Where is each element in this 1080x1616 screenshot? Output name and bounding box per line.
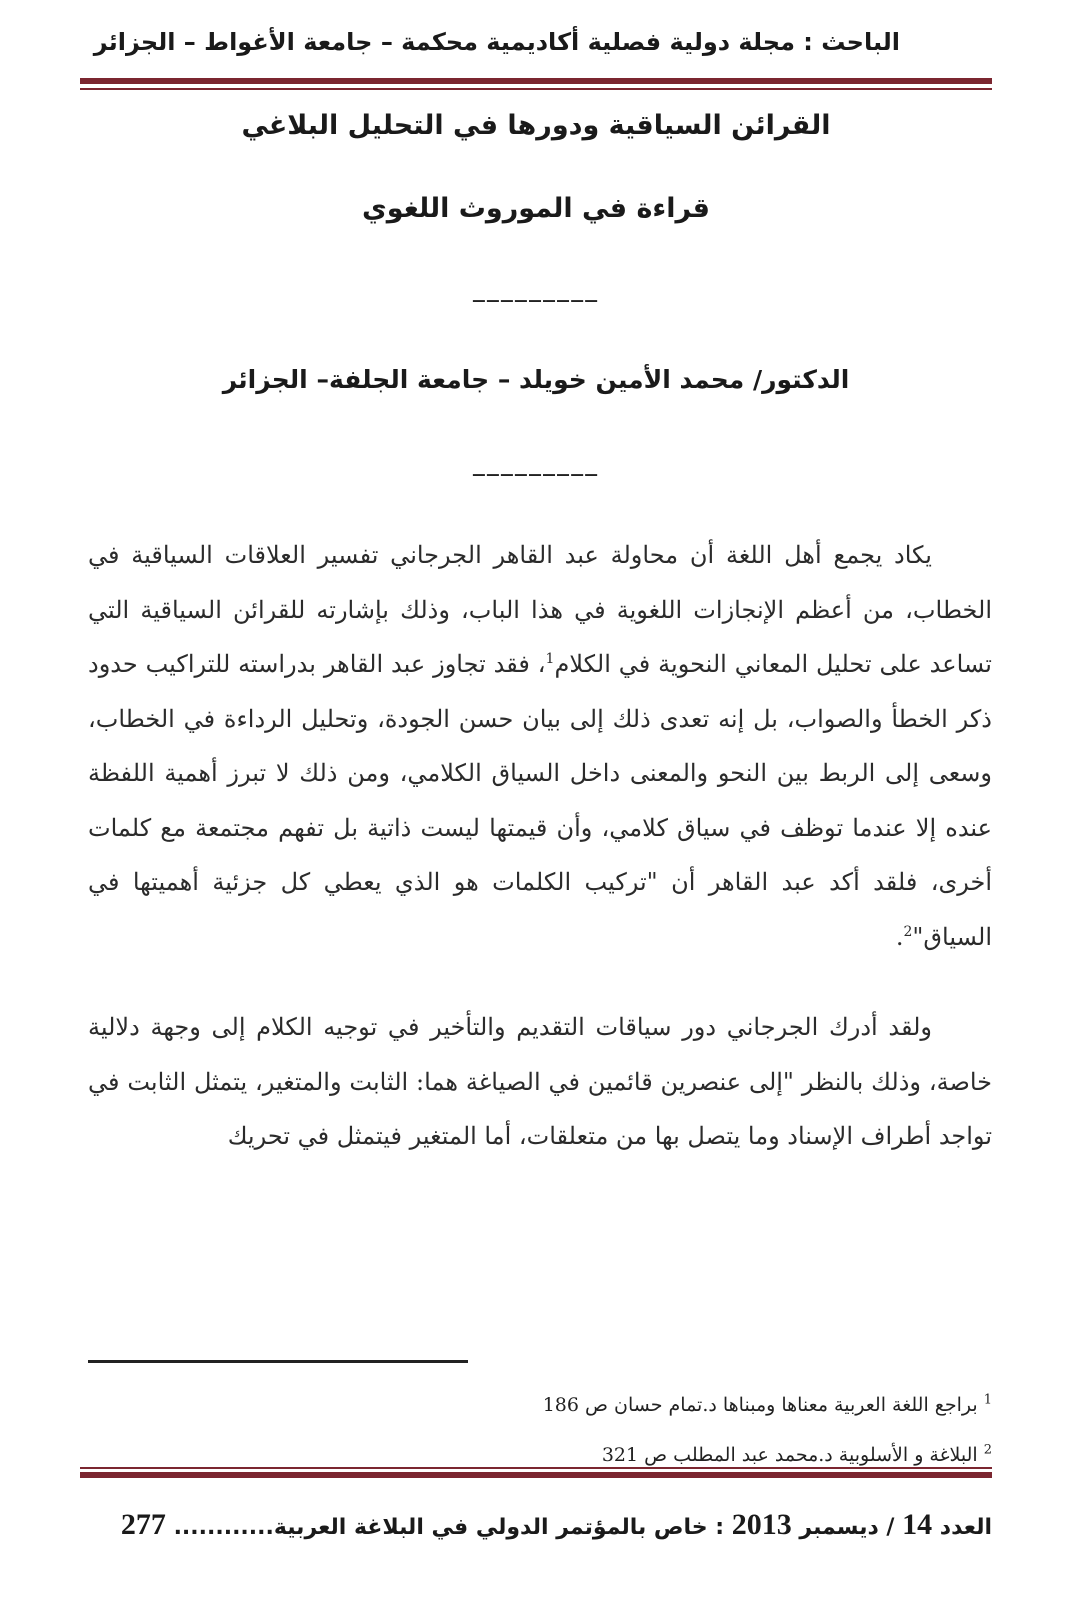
issue-month: ديسمبر [799, 1515, 879, 1540]
separator-top: _________ [472, 278, 600, 302]
footnote-1-text: براجع اللغة العربية معناها ومبناها د.تمام حسان ص 186 [542, 1394, 978, 1416]
header-rule-thick [80, 78, 992, 84]
paragraph-1-end: . [895, 922, 904, 951]
header-rule-thin [80, 88, 992, 90]
footnote-ref-1: 1 [545, 651, 555, 667]
paragraph-2: ولقد أدرك الجرجاني دور سياقات التقديم والتأخير في توجيه الكلام إلى وجهة دلالية خاصة، وذلك بالنظر "إلى عنصرين قائمين في الصياغة هما: الثابت والمتغير، يتمثل الثابت في تواجد أطراف الإسناد وما يتصل بها من متعلقات، أما المتغير فيتمثل في تحريك [88, 1013, 992, 1150]
issue-number: 14 [902, 1508, 933, 1541]
footer-rule-thick [80, 1472, 992, 1478]
footnote-2-number: 2 [983, 1442, 992, 1458]
author-line: الدكتور/ محمد الأمين خويلد – جامعة الجلفة– الجزائر [222, 365, 850, 394]
footer-rule-thin [80, 1467, 992, 1469]
issue-label: العدد [939, 1515, 992, 1540]
running-footer [120, 1508, 992, 1542]
footnote-2-text: البلاغة و الأسلوبية د.محمد عبد المطلب ص 321 [601, 1444, 978, 1466]
issue-year: 2013 [731, 1508, 792, 1541]
article-subtitle: قراءة في الموروث اللغوي [362, 193, 710, 224]
page-number: 277 [120, 1508, 166, 1541]
paragraph-1-text-a: يكاد يجمع أهل اللغة أن محاولة عبد القاهر الجرجاني تفسير العلاقات السياقية في الخطاب، من أعظم الإنجازات اللغوية في هذا الباب، وذلك بإشارته للقرائن السياقية التي تساعد على تحليل المعاني النحوية في الكلام [88, 541, 992, 678]
paragraph-1 [88, 528, 992, 964]
separator-bottom: _________ [472, 452, 600, 476]
article-title: القرائن السياقية ودورها في التحليل البلاغي [241, 110, 831, 141]
issue-special: : خاص بالمؤتمر الدولي في البلاغة العربية............ [165, 1515, 732, 1540]
paragraph-1-text-b: ، فقد تجاوز عبد القاهر بدراسته للتراكيب حدود ذكر الخطأ والصواب، بل إنه تعدى ذلك إلى بيان حسن الجودة، وتحليل الرداءة في الخطاب، وسعى إلى الربط بين النحو والمعنى داخل السياق الكلامي، ومن ذلك لا تبرز أهمية اللفظة عنده إلا عندما توظف في سياق كلامي، وأن قيمتها ليست ذاتية بل تفهم مجتمعة مع كلمات أخرى، فلقد أكد عبد القاهر أن "تركيب الكلمات هو الذي يعطي كل جزئية أهميتها في السياق" [88, 650, 992, 951]
footnote-rule [88, 1360, 468, 1363]
footnotes [88, 1380, 992, 1480]
footnote-1-number: 1 [983, 1392, 992, 1408]
footnote-1 [88, 1380, 992, 1430]
running-header: الباحث : مجلة دولية فصلية أكاديمية محكمة – جامعة الأغواط – الجزائر [93, 28, 900, 56]
footnote-ref-2: 2 [903, 923, 913, 940]
issue-slash: / [878, 1515, 903, 1540]
